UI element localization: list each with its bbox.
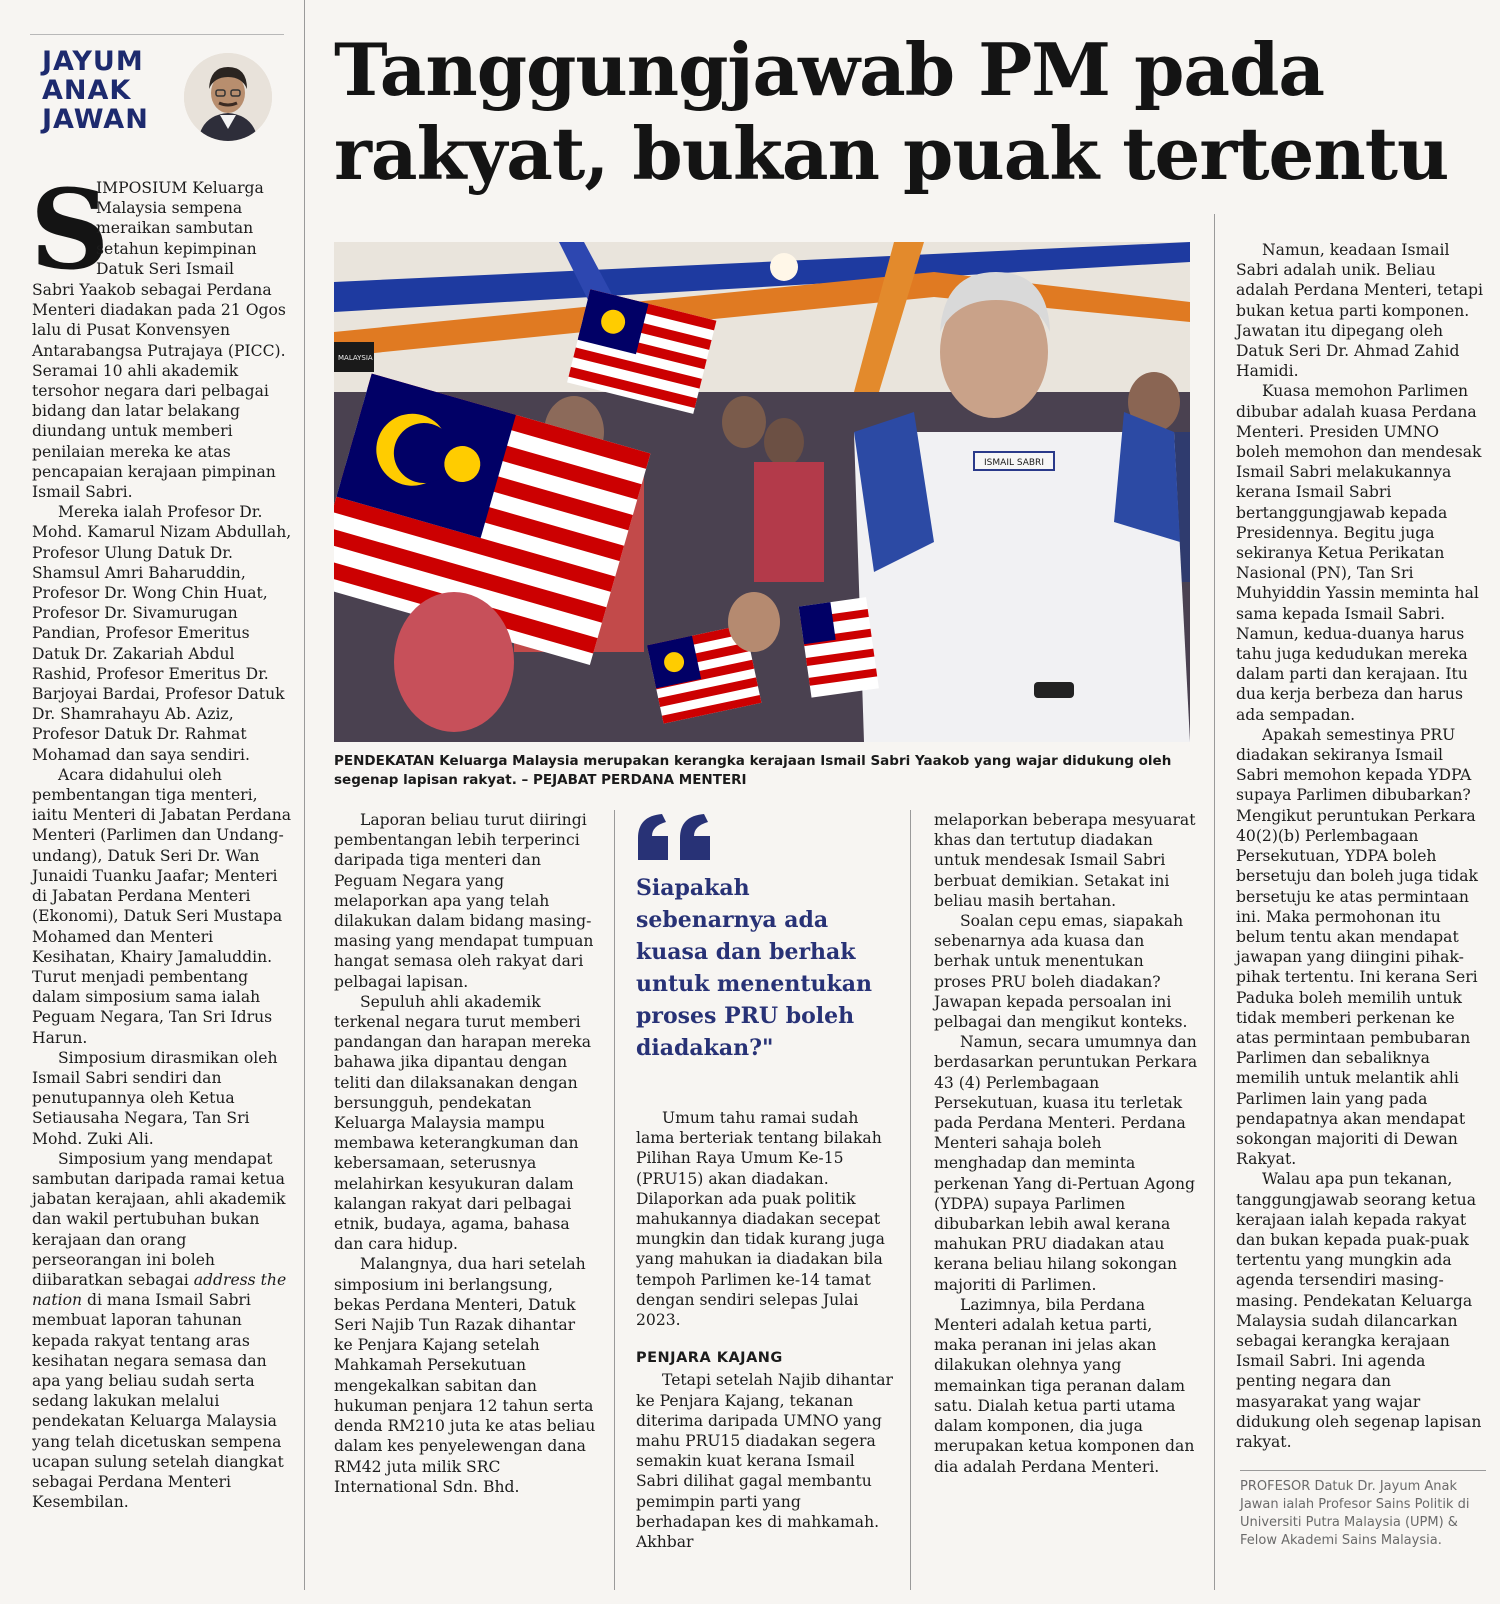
lead-line: Malaysia sempena xyxy=(96,199,243,218)
paragraph: Apakah semestinya PRU diadakan sekiranya Ismail Sabri memohon kepada YDPA supaya Parlimen dibubarkan? Mengikut peruntukan Perkara 40(2)(b) Perlembagaan Persekutuan, YDPA boleh bersetuju dan boleh juga tidak bersetuju ke atas permintaan ini. Maka permohonan itu belum tentu akan mendapat jawapan yang diingini pihak-pihak tertentu. Ini kerana Seri Paduka boleh memilih untuk tidak memberi perkenan ke atas permintaan pembubaran Parlimen dan sebaliknya memilih untuk melantik ahli Parlimen lain yang pada pendapatnya akan mendapat sokongan majoriti di Dewan Rakyat. xyxy=(1236,725,1479,1169)
lead-line: IMPOSIUM Keluarga xyxy=(96,179,264,197)
byline xyxy=(30,34,284,147)
text-run: Simposium yang mendapat sambutan daripada ramai ketua jabatan kerajaan, ahli akademik dan wakil pertubuhan bukan kerajaan dan orang perseorangan ini boleh diibaratkan sebagai xyxy=(32,1149,286,1289)
byline-name xyxy=(42,47,149,134)
col5-body xyxy=(1236,240,1486,1452)
lead-line: meraikan sambutan xyxy=(96,219,254,238)
col1-lead xyxy=(96,178,296,279)
paragraph: melaporkan beberapa mesyuarat khas dan tertutup diadakan untuk mendesak Ismail Sabri berbuat demikian. Setakat ini beliau masih bertahan. xyxy=(934,811,1196,910)
photo-caption xyxy=(334,752,1194,790)
paragraph: Soalan cepu emas, siapakah sebenarnya ada kuasa dan berhak untuk menentukan proses PRU boleh diadakan? Jawapan kepada persoalan ini pelbagai dan mengikut konteks. xyxy=(934,912,1188,1032)
col4-body xyxy=(934,810,1198,1477)
paragraph: Kuasa memohon Parlimen dibubar adalah kuasa Perdana Menteri. Presiden UMNO boleh memohon dan mendesak Ismail Sabri melakukannya kerana Ismail Sabri bertanggungjawab kepada Presidennya. Begitu juga sekiranya Ketua Perikatan Nasional (PN), Tan Sri Muhyiddin Yassin meminta hal sama kepada Ismail Sabri. Namun, kedua-duanya harus tahu juga kedudukan mereka dalam parti dan kerajaan. Itu dua kerja berbeza dan harus ada sempadan. xyxy=(1236,382,1482,724)
paragraph: Lazimnya, bila Perdana Menteri adalah ketua parti, maka peranan ini jelas akan dilakukan olehnya yang memainkan tiga peranan dalam satu. Dialah ketua parti utama dalam komponen, dia juga merupakan ketua komponen dan dia adalah Perdana Menteri. xyxy=(934,1295,1195,1476)
column-rule-right xyxy=(1214,214,1215,1590)
headline xyxy=(334,28,1474,196)
name-badge: ISMAIL SABRI xyxy=(984,458,1044,468)
paragraph: Namun, keadaan Ismail Sabri adalah unik. Beliau adalah Perdana Menteri, tetapi bukan ketua parti komponen. Jawatan itu dipegang oleh Datuk Seri Dr. Ahmad Zahid Hamidi. xyxy=(1236,241,1484,381)
byline-name-line: JAYUM xyxy=(42,46,144,77)
col3-body xyxy=(636,1108,894,1552)
paragraph: Umum tahu ramai sudah lama berteriak tentang bilakah Pilihan Raya Umum Ke-15 (PRU15) akan diadakan. Dilaporkan ada puak politik mahukannya diadakan secepat mungkin dan tidak kurang juga yang mahukan ia diadakan bila tempoh Parlimen ke-14 tamat dengan sendiri selepas Julai 2023. xyxy=(636,1109,885,1330)
paragraph: Tetapi setelah Najib dihantar ke Penjara Kajang, tekanan diterima daripada UMNO yang mahu PRU15 diadakan segera semakin kuat kerana Ismail Sabri dilihat gagal membantu pemimpin parti yang berhadapan kes di mahkamah. Akhbar xyxy=(636,1371,893,1552)
paragraph: Walau apa pun tekanan, tanggungjawab seorang ketua kerajaan ialah kepada rakyat dan bukan kepada puak-puak tertentu yang mungkin ada agenda tersendiri masing-masing. Pendekatan Keluarga Malaysia sudah dilancarkan sebagai kerangka kerajaan Ismail Sabri. Ini agenda penting negara dan masyarakat yang wajar didukung oleh segenap lapisan rakyat. xyxy=(1236,1170,1482,1451)
column-rule-3 xyxy=(910,810,911,1590)
paragraph: Laporan beliau turut diiringi pembentangan lebih terperinci daripada tiga menteri dan Peguam Negara yang melaporkan apa yang telah dilakukan dalam bidang masing-masing yang mendapat tumpuan hangat semasa oleh rakyat dari pelbagai lapisan. xyxy=(334,811,594,991)
paragraph xyxy=(32,1149,294,1513)
sign-text: MALAYSIA xyxy=(338,354,373,362)
text-run: di mana Ismail Sabri membuat laporan tahunan kepada rakyat tentang aras kesihatan negara semasa dan apa yang beliau sudah serta sedang lakukan melalui pendekatan Keluarga Malaysia yang telah dicetuskan sempena ucapan sulung setelah diangkat sebagai Perdana Menteri Kesembilan. xyxy=(32,1291,284,1512)
headline-line-2: rakyat, bukan puak tertentu xyxy=(334,111,1449,196)
column-rule-2 xyxy=(614,810,615,1590)
footnote-rule xyxy=(1240,1470,1486,1471)
paragraph: Sabri Yaakob sebagai Perdana Menteri diadakan pada 21 Ogos lalu di Pusat Konvensyen Antarabangsa Putrajaya (PICC). Seramai 10 ahli akademik tersohor negara dari pelbagai bidang dan latar belakang diundang untuk memberi penilaian mereka ke atas pencapaian kerajaan pimpinan Ismail Sabri. xyxy=(32,281,286,502)
paragraph: Malangnya, dua hari setelah simposium ini berlangsung, bekas Perdana Menteri, Datuk Seri Najib Tun Razak dihantar ke Penjara Kajang setelah Mahkamah Persekutuan mengekalkan sabitan dan hukuman penjara 12 tahun serta denda RM210 juta ke atas beliau dalam kes penyelewengan dana RM42 juta milik SRC International Sdn. Bhd. xyxy=(334,1255,596,1496)
col1-body xyxy=(32,280,294,1512)
byline-name-line: ANAK xyxy=(42,75,132,106)
subhead: PENJARA KAJANG xyxy=(636,1350,783,1367)
article-photo xyxy=(334,242,1190,742)
byline-name-line: JAWAN xyxy=(42,104,149,135)
lead-line: Datuk Seri Ismail xyxy=(96,259,235,278)
headline-line-1: Tanggungjawab PM pada xyxy=(334,27,1325,112)
paragraph: Simposium dirasmikan oleh Ismail Sabri sendiri dan penutupannya oleh Ketua Setiausaha Negara, Tan Sri Mohd. Zuki Ali. xyxy=(32,1048,278,1148)
paragraph: Mereka ialah Profesor Dr. Mohd. Kamarul Nizam Abdullah, Profesor Ulung Datuk Dr. Shamsul Amri Baharuddin, Profesor Dr. Wong Chin Huat, Profesor Dr. Sivamurugan Pandian, Profesor Emeritus Datuk Dr. Zakariah Abdul Rashid, Profesor Emeritus Dr. Barjoyai Bardai, Profesor Datuk Dr. Shamrahayu Ab. Aziz, Profesor Datuk Dr. Rahmat Mohamad dan saya sendiri. xyxy=(32,503,292,764)
paragraph: Sepuluh ahli akademik terkenal negara turut memberi pandangan dan harapan mereka bahawa jika dipantau dengan teliti dan dilaksanakan dengan bersungguh, pendekatan Keluarga Malaysia mampu membawa keterangkuman dan kebersamaan, seterusnya melahirkan kesyukuran dalam kalangan rakyat dari pelbagai etnik, budaya, agama, bahasa dan cara hidup. xyxy=(334,992,592,1254)
photo-credit: – PEJABAT PERDANA MENTERI xyxy=(516,772,747,788)
drop-cap: S xyxy=(30,165,110,294)
column-rule-left xyxy=(304,0,305,1590)
paragraph: Acara didahului oleh pembentangan tiga menteri, iaitu Menteri di Jabatan Perdana Menteri (Parlimen dan Undang-undang), Datuk Seri Dr. Wan Junaidi Tuanku Jaafar; Menteri di Jabatan Perdana Menteri (Ekonomi), Datuk Seri Mustapa Mohamed dan Menteri Kesihatan, Khairy Jamaluddin. Turut menjadi pembentang dalam simposium sama ialah Peguam Negara, Tan Sri Idrus Harun. xyxy=(32,765,292,1047)
quote-mark-icon xyxy=(636,812,716,862)
paragraph: Namun, secara umumnya dan berdasarkan peruntukan Perkara 43 (4) Perlembagaan Persekutuan, kuasa itu terletak pada Perdana Menteri. Perdana Menteri sahaja boleh menghadap dan meminta perkenan Yang di-Pertuan Agong (YDPA) supaya Parlimen dibubarkan lebih awal kerana mahukan PRU diadakan atau kerana beliau hilang sokongan majoriti di Parlimen. xyxy=(934,1033,1198,1294)
author-footnote: PROFESOR Datuk Dr. Jayum Anak Jawan ialah Profesor Sains Politik di Universiti Putra Malaysia (UPM) & Felow Akademi Sains Malaysia. xyxy=(1240,1479,1470,1548)
caption-text: PENDEKATAN Keluarga Malaysia merupakan kerangka kerajaan Ismail Sabri Yaakob yang wajar didukung oleh segenap lapisan rakyat. xyxy=(334,753,1172,788)
pull-quote: Siapakah sebenarnya ada kuasa dan berhak untuk menentukan proses PRU boleh diadakan?" xyxy=(636,875,872,1061)
author-avatar xyxy=(184,53,272,141)
col2-body xyxy=(334,810,596,1497)
lead-line: setahun kepimpinan xyxy=(96,239,257,258)
italic-run: address the nation xyxy=(32,1270,287,1310)
